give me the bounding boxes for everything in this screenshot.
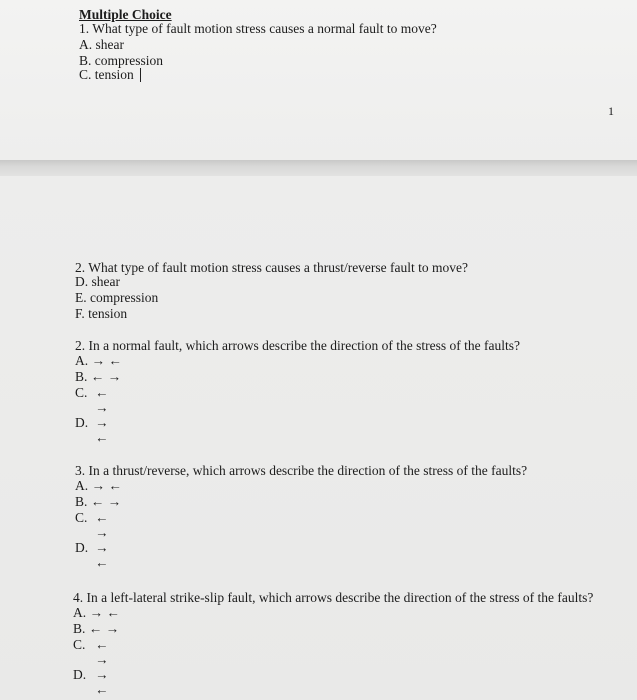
normal-arrows-option-b: B. ← → [75, 369, 122, 384]
document-page-1 [0, 0, 637, 161]
strike-slip-option-d-arrow-2: ← [95, 682, 109, 697]
thrust-arrows-option-d-label: D. [75, 540, 89, 555]
thrust-arrows-option-a: A. → ← [75, 478, 122, 493]
strike-slip-option-d-label: D. [73, 667, 87, 682]
thrust-arrows-option-c-arrow-2: → [95, 525, 109, 540]
normal-arrows-option-d-label: D. [75, 415, 89, 430]
question-1-option-b: B. compression [79, 53, 163, 68]
page-break [0, 160, 637, 176]
text-cursor [140, 68, 141, 82]
page-number: 1 [608, 104, 614, 118]
question-thrust-arrows-text: 3. In a thrust/reverse, which arrows describe the direction of the stress of the faults? [75, 463, 528, 478]
thrust-arrows-option-d-arrow-1: → [95, 540, 109, 555]
question-normal-arrows-text: 2. In a normal fault, which arrows describe the direction of the stress of the faults? [75, 338, 520, 353]
thrust-arrows-option-d-arrow-2: ← [95, 555, 109, 570]
thrust-arrows-option-c-arrow-1: ← [95, 510, 109, 525]
normal-arrows-option-d-arrow-1: → [95, 415, 109, 430]
strike-slip-option-a: A. → ← [73, 605, 120, 620]
strike-slip-option-c-arrow-2: → [95, 652, 109, 667]
section-heading: Multiple Choice [79, 7, 172, 22]
strike-slip-option-c-arrow-1: ← [95, 637, 109, 652]
thrust-arrows-option-c-label: C. [75, 510, 88, 525]
question-1-option-a: A. shear [79, 37, 124, 52]
question-thrust-option-e: E. compression [75, 290, 159, 305]
normal-arrows-option-c-arrow-2: → [95, 400, 109, 415]
document-page-2 [0, 176, 637, 700]
question-strike-slip-text: 4. In a left-lateral strike-slip fault, which arrows describe the direction of the stress of the faults? [73, 590, 594, 605]
question-thrust-option-d: D. shear [75, 274, 120, 289]
question-1-text: 1. What type of fault motion stress causes a normal fault to move? [79, 21, 437, 36]
question-thrust-text: 2. What type of fault motion stress causes a thrust/reverse fault to move? [75, 260, 469, 275]
normal-arrows-option-a: A. → ← [75, 353, 122, 368]
strike-slip-option-b: B. ← → [73, 621, 120, 636]
question-thrust-option-f: F. tension [75, 306, 128, 321]
normal-arrows-option-c-arrow-1: ← [95, 385, 109, 400]
question-1-option-c: C. tension [79, 67, 134, 82]
strike-slip-option-d-arrow-1: → [95, 667, 109, 682]
thrust-arrows-option-b: B. ← → [75, 494, 122, 509]
strike-slip-option-c-label: C. [73, 637, 86, 652]
normal-arrows-option-c-label: C. [75, 385, 88, 400]
normal-arrows-option-d-arrow-2: ← [95, 430, 109, 445]
